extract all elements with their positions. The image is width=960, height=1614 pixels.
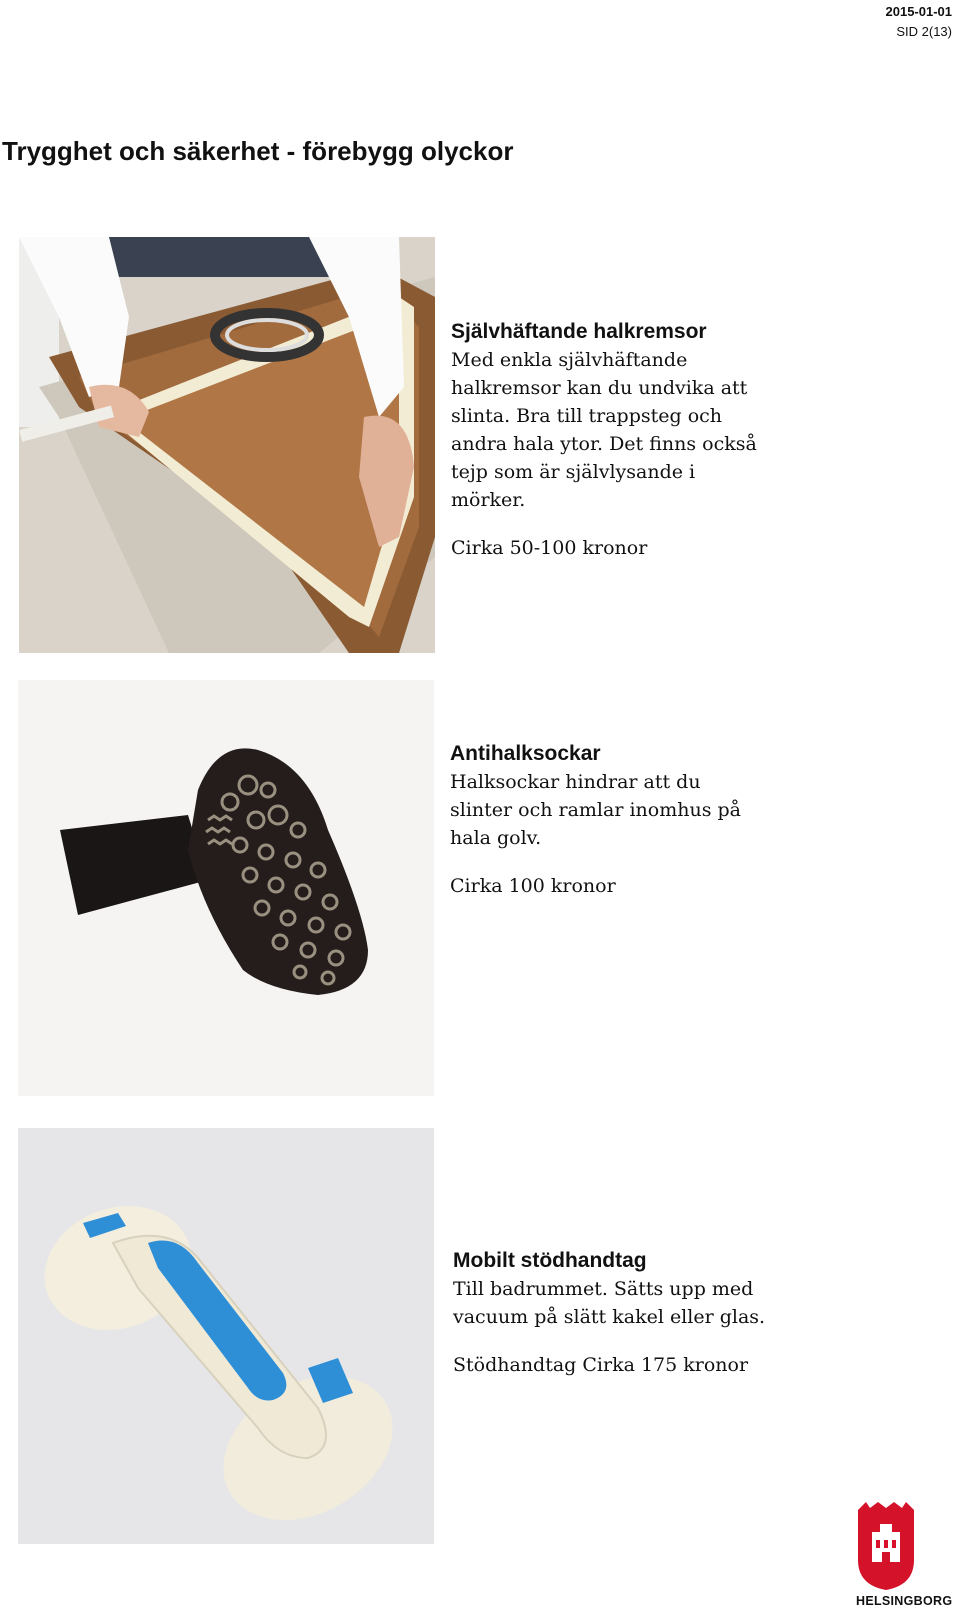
product-block-antihalksockar bbox=[450, 740, 741, 900]
product-block-halkremsor bbox=[451, 318, 757, 562]
anti-slip-strip-photo bbox=[19, 237, 435, 653]
product-heading: Självhäftande halkremsor bbox=[451, 320, 707, 343]
helsingborg-logo bbox=[856, 1500, 960, 1612]
product-price: Cirka 50-100 kronor bbox=[451, 537, 648, 559]
castle-crest-icon bbox=[856, 1500, 916, 1590]
product-description-line: Med enkla självhäftande bbox=[451, 349, 688, 371]
product-description-line: mörker. bbox=[451, 489, 526, 511]
product-heading: Mobilt stödhandtag bbox=[453, 1249, 647, 1272]
anti-slip-socks-photo bbox=[18, 680, 434, 1096]
header-date: 2015-01-01 bbox=[885, 4, 952, 19]
product-description-line: Halksockar hindrar att du bbox=[450, 771, 701, 793]
product-block-stodhandtag bbox=[453, 1247, 765, 1379]
product-heading: Antihalksockar bbox=[450, 742, 601, 765]
logo-wordmark: HELSINGBORG bbox=[856, 1594, 953, 1608]
grab-handle-photo bbox=[18, 1128, 434, 1544]
product-description-line: slinta. Bra till trappsteg och bbox=[451, 405, 723, 427]
product-description-line: hala golv. bbox=[450, 827, 542, 849]
header-page-number: SID 2(13) bbox=[896, 24, 952, 39]
product-description-line: tejp som är självlysande i bbox=[451, 461, 696, 483]
product-description-line: halkremsor kan du undvika att bbox=[451, 377, 748, 399]
product-description-line: slinter och ramlar inomhus på bbox=[450, 799, 741, 821]
product-price: Cirka 100 kronor bbox=[450, 875, 616, 897]
page-header bbox=[886, 2, 953, 42]
product-price: Stödhandtag Cirka 175 kronor bbox=[453, 1354, 749, 1376]
product-description-line: Till badrummet. Sätts upp med bbox=[453, 1278, 754, 1300]
page-title: Trygghet och säkerhet - förebygg olyckor bbox=[2, 136, 514, 166]
product-description-line: vacuum på slätt kakel eller glas. bbox=[453, 1306, 766, 1328]
product-description-line: andra hala ytor. Det finns också bbox=[451, 433, 757, 455]
